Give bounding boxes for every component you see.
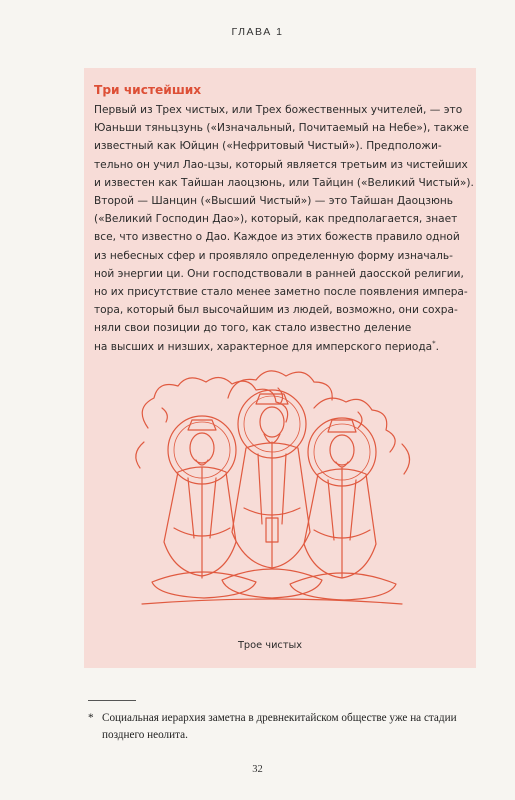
sidebar-line: на высших и низших, характерное для имперского периода*. [94,339,440,353]
footnote-rule [88,700,136,701]
sidebar-line: («Великий Господин Дао»), который, как предполагается, знает [94,213,458,226]
sidebar-text [94,101,474,356]
page-number: 32 [252,764,263,775]
sidebar-line: Юаньши тяньцзунь («Изначальный, Почитаемый на Небе»), также [94,122,469,135]
running-head: ГЛАВА 1 [231,26,284,38]
footnote [88,710,480,744]
sidebar-line: из небесных сфер и проявляло определенную форму изначаль- [94,249,453,262]
sidebar-line: но их присутствие стало менее заметно после появления импера- [94,286,468,299]
three-pure-ones-illustration [128,368,416,624]
sidebar-line: тора, который был высочайшим из людей, возможно, они сохра- [94,304,458,317]
sidebar-title: Три чистейших [94,83,202,97]
sidebar-box [84,68,476,668]
illustration-caption: Трое чистых [237,640,303,651]
sidebar-line: все, что известно о Дао. Каждое из этих божеств правило одной [94,231,460,244]
sidebar-line: ной энергии ци. Они господствовали в ранней даосской религии, [94,267,464,280]
sidebar-line: няли свои позиции до того, как стало известно деление [94,322,412,335]
footnote-text-line2: позднего неолита. [102,729,188,741]
sidebar-line: и известен как Тайшан лаоцзюнь, или Тайцин («Великий Чистый»). [94,176,474,189]
footnote-text-line1: Социальная иерархия заметна в древнекитайском обществе уже на стадии [102,712,457,724]
footnote-ref[interactable]: * [432,339,436,348]
footnote-mark: * [88,712,94,724]
sidebar-line: Первый из Трех чистых, или Трех божественных учителей, — это [94,104,463,116]
sidebar-line: тельно он учил Лао-цзы, который является третьим из чистейших [94,158,468,171]
sidebar-line: известный как Юйцин («Нефритовый Чистый»). Предположи- [94,140,442,153]
sidebar-line: Второй — Шанцин («Высший Чистый») — это Тайшан Даоцзюнь [94,195,454,208]
sidebar-line-text: на высших и низших, характерное для имперского периода [94,340,433,353]
